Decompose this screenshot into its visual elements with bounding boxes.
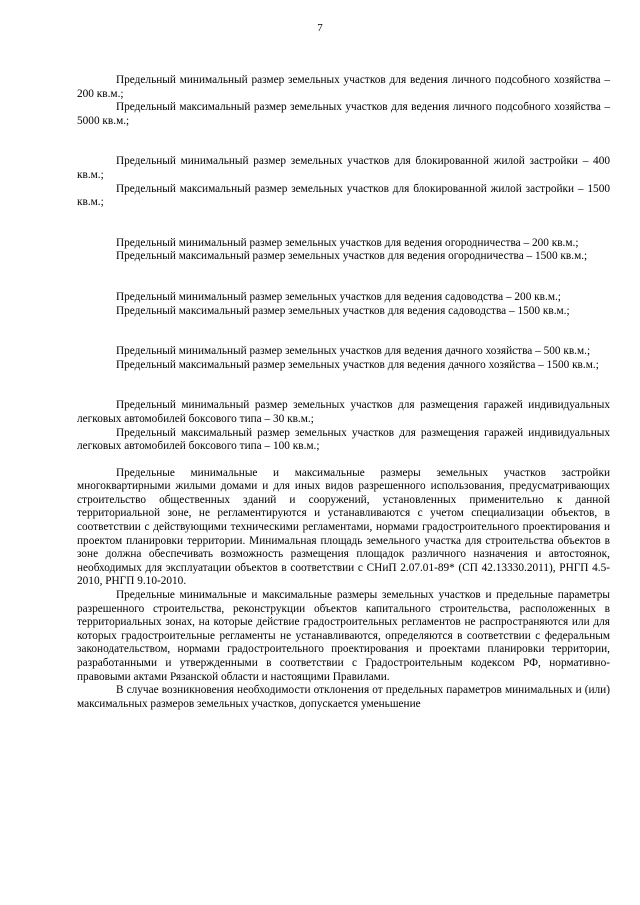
paragraph-max-size: Предельный максимальный размер земельных участков для блокированной жилой застройки – 1500 кв.м.; (77, 182, 610, 209)
paragraph-deviation: В случае возникновения необходимости отклонения от предельных параметров минимальных и (или) максимальных размеров земельных участков, допускается уменьшение (77, 684, 610, 710)
paragraph-unregulated-zones: Предельные минимальные и максимальные размеры земельных участков и предельные параметры разрешенного строительства, реконструкции объектов капитального строительства, расположенных в территориальных зонах, на которые действие градостроительных регламентов не распространяются или для которых градостроительные регламенты не устанавливаются, определяются в соответствии с федеральным законодательством, нормами градостроительного проектирования и проектами планировки территории, разработанными и утвержденными в соответствии с Градостроительным кодексом РФ, нормативно-правовыми актами Рязанской области и настоящими Правилами. (77, 589, 610, 683)
paragraph-min-size: Предельный минимальный размер земельных участков для блокированной жилой застройки – 400 кв.м.; (77, 155, 610, 181)
paragraph-max-size: Предельный максимальный размер земельных участков для ведения огородничества – 1500 кв.м.; (116, 250, 588, 263)
paragraph-apartment-buildings: Предельные минимальные и максимальные размеры земельных участков застройки многоквартирными жилыми домами и для иных видов разрешенного использования, предусматривающих строительство общественных зданий и сооружений, установленных применительно к данной территориальной зоне, не регламентируются и устанавливаются с учетом специализации объектов, в соответствии с действующими техническими регламентами, нормами градостроительного проектирования и проектом планировки территории. Минимальная площадь земельного участка для строительства объектов в зоне должна обеспечивать возможность размещения площадок различного назначения и автостоянок, необходимых для эксплуатации объектов в соответствии с СНиП 2.07.01-89* (СП 42.13330.2011), РНГП 4.5-2010, РНГП 9.10-2010. (77, 466, 610, 588)
paragraph-max-size: Предельный максимальный размер земельных участков для ведения дачного хозяйства – 1500 кв.м.; (116, 358, 599, 371)
paragraph-max-size: Предельный максимальный размер земельных участков для ведения садоводства – 1500 кв.м.; (116, 304, 570, 317)
paragraph-min-size: Предельный минимальный размер земельных участков для ведения садоводства – 200 кв.м.; (116, 290, 561, 303)
lot-size-group-garages (77, 399, 610, 453)
lot-size-group-dacha (77, 345, 610, 372)
paragraph-min-size: Предельный минимальный размер земельных участков для ведения личного подсобного хозяйства – 200 кв.м.; (77, 74, 610, 100)
paragraph-min-size: Предельный минимальный размер земельных участков для ведения огородничества – 200 кв.м.; (116, 236, 579, 249)
page-number: 7 (317, 22, 323, 34)
paragraph-max-size: Предельный максимальный размер земельных участков для размещения гаражей индивидуальных легковых автомобилей боксового типа – 100 кв.м.; (77, 426, 610, 453)
lot-size-group-horticulture (77, 291, 610, 318)
lot-size-group-blocked-housing (77, 155, 610, 209)
paragraph-max-size: Предельный максимальный размер земельных участков для ведения личного подсобного хозяйства – 5000 кв.м.; (77, 101, 610, 127)
paragraph-min-size: Предельный минимальный размер земельных участков для ведения дачного хозяйства – 500 кв.м.; (116, 345, 591, 358)
lot-size-group-private-farm (77, 74, 610, 128)
general-provisions (77, 467, 610, 712)
lot-size-group-vegetable-gardening (77, 237, 610, 264)
document-body (77, 74, 610, 711)
paragraph-min-size: Предельный минимальный размер земельных участков для размещения гаражей индивидуальных легковых автомобилей боксового типа – 30 кв.м.; (77, 399, 610, 425)
